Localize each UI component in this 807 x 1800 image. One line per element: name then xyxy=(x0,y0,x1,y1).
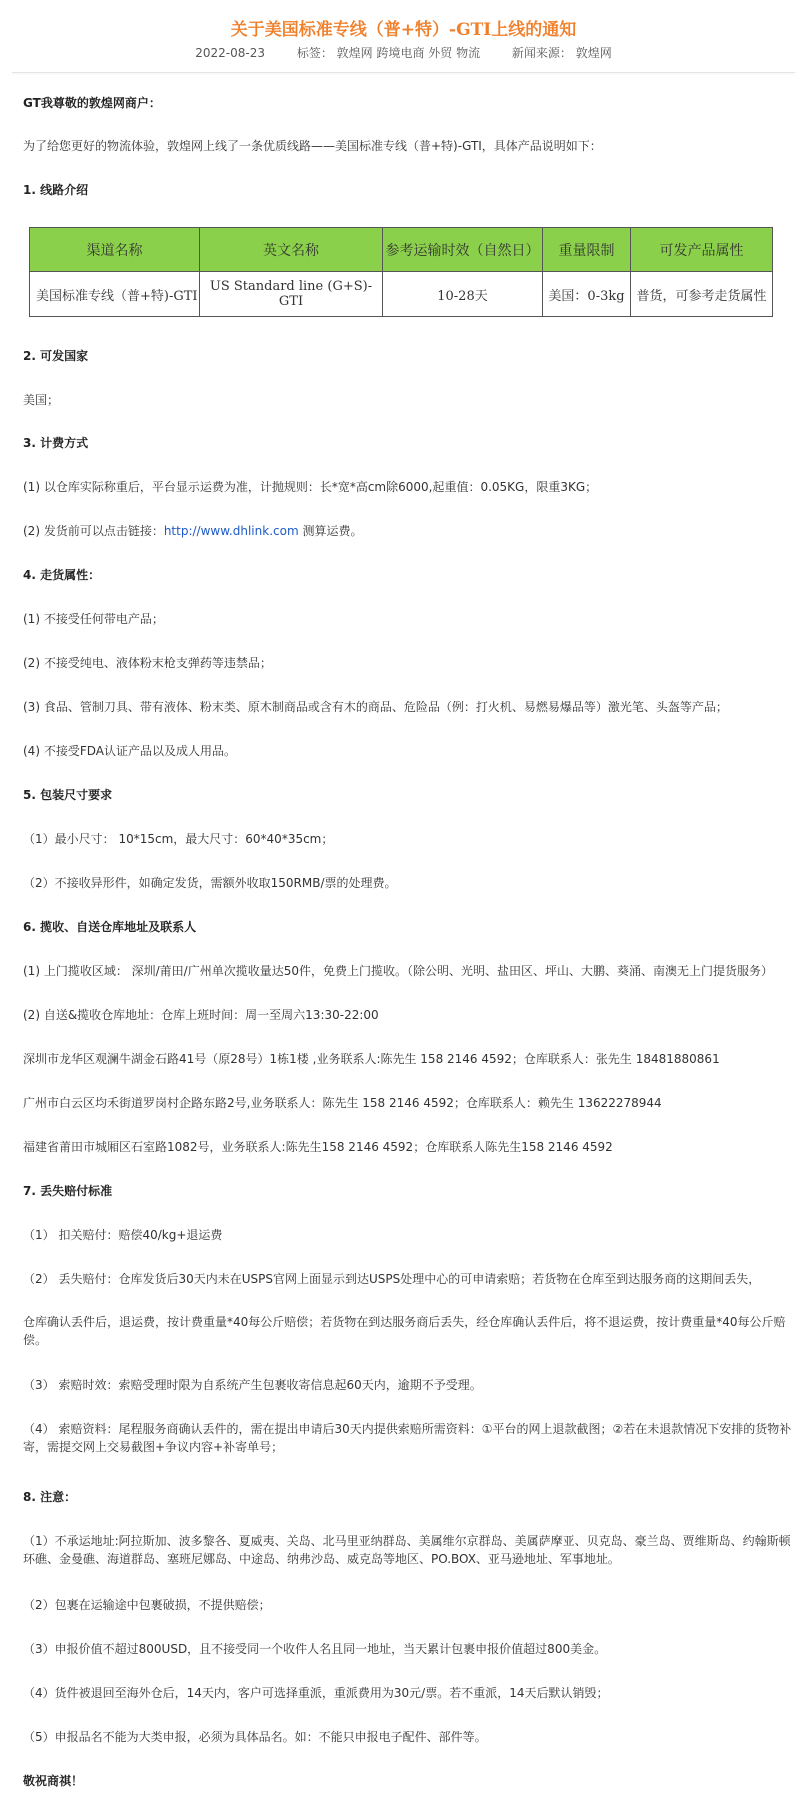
route-table xyxy=(29,227,773,317)
table-header: 参考运输时效（自然日） xyxy=(383,228,543,272)
section-8-p4: （4）货件被退回至海外仓后，14天内，客户可选择重派，重派费用为30元/票。若不重派，14天后默认销毁； xyxy=(23,1686,609,1700)
table-cell: 10-28天 xyxy=(383,272,543,317)
section-3-p2-after: 测算运费。 xyxy=(298,524,363,538)
page-title: 关于美国标准专线（普+特）-GTI上线的通知 xyxy=(230,20,577,40)
table-header: 渠道名称 xyxy=(30,228,200,272)
greeting: GT我尊敬的敦煌网商户： xyxy=(23,96,161,110)
closing-text: 敬祝商祺！ xyxy=(23,1774,84,1788)
table-cell: US Standard line (G+S)-GTI xyxy=(200,272,383,317)
section-5-p1: （1）最小尺寸： 10*15cm，最大尺寸：60*40*35cm； xyxy=(23,832,334,846)
route-table-wrap xyxy=(23,227,773,317)
article-tags: 标签： 敦煌网 跨境电商 外贸 物流 xyxy=(296,46,481,60)
dhlink-link[interactable]: http://www.dhlink.com xyxy=(163,524,299,538)
section-7-title: 7. 丢失赔付标准 xyxy=(23,1184,113,1198)
section-1-title: 1. 线路介绍 xyxy=(23,183,89,197)
section-7-p2: （2） 丢失赔付：仓库发货后30天内未在USPS官网上面显示到达USPS处理中心的可申请索赔；若货物在仓库至到达服务商的这期间丢失， xyxy=(23,1272,761,1286)
section-6-p3: 深圳市龙华区观澜牛湖金石路41号（原28号）1栋1楼 ,业务联系人:陈先生 158 2146 4592；仓库联系人：张先生 18481880861 xyxy=(23,1052,720,1066)
section-2-title: 2. 可发国家 xyxy=(23,349,89,363)
section-7-p1: （1） 扣关赔付：赔偿40/kg+退运费 xyxy=(23,1228,223,1242)
section-8-p5: （5）申报品名不能为大类申报，必须为具体品名。如：不能只申报电子配件、部件等。 xyxy=(23,1730,487,1744)
section-7-p3: 仓库确认丢件后，退运费，按计费重量*40每公斤赔偿；若货物在到达服务商后丢失，经仓库确认丢件后，将不退运费，按计费重量*40每公斤赔偿。 xyxy=(23,1315,786,1347)
section-8-p3: （3）申报价值不超过800USD，且不接受同一个收件人名且同一地址，当天累计包裹申报价值超过800美金。 xyxy=(23,1642,607,1656)
section-3-title: 3. 计费方式 xyxy=(23,436,89,450)
table-header: 可发产品属性 xyxy=(631,228,773,272)
intro-text: 为了给您更好的物流体验，敦煌网上线了一条优质线路——美国标准专线（普+特)-GTI，具体产品说明如下： xyxy=(23,139,602,153)
section-7-p5: （4） 索赔资料：尾程服务商确认丢件的，需在提出申请后30天内提供索赔所需资料：①平台的网上退款截图；②若在未退款情况下安排的货物补寄，需提交网上交易截图+争议内容+补寄单号； xyxy=(23,1422,792,1454)
table-cell: 普货，可参考走货属性 xyxy=(631,272,773,317)
section-6-title: 6. 揽收、自送仓库地址及联系人 xyxy=(23,920,197,934)
section-4-p3: (3) 食品、管制刀具、带有液体、粉末类、原木制商品或含有木的商品、危险品（例：打火机、易燃易爆品等）激光笔、头盔等产品； xyxy=(23,700,728,714)
table-cell: 美国标准专线（普+特)-GTI xyxy=(30,272,200,317)
section-6-p4: 广州市白云区均禾街道罗岗村企路东路2号,业务联系人：陈先生 158 2146 4592；仓库联系人：赖先生 13622278944 xyxy=(23,1096,662,1110)
section-8-title: 8. 注意： xyxy=(23,1490,77,1504)
table-header: 英文名称 xyxy=(200,228,383,272)
header-divider xyxy=(12,72,795,73)
section-5-p2: （2）不接收异形件，如确定发货，需额外收取150RMB/票的处理费。 xyxy=(23,876,397,890)
table-header-row xyxy=(30,228,773,272)
table-cell: 美国：0-3kg xyxy=(543,272,631,317)
article-meta xyxy=(0,42,807,64)
section-5-title: 5. 包装尺寸要求 xyxy=(23,788,113,802)
section-4-p1: (1) 不接受任何带电产品； xyxy=(23,612,164,626)
section-4-p4: (4) 不接受FDA认证产品以及成人用品。 xyxy=(23,744,236,758)
section-2-text: 美国； xyxy=(23,393,60,407)
section-3-p1: (1) 以仓库实际称重后，平台显示运费为准，计抛规则：长*宽*高cm除6000,起重值：0.05KG，限重3KG； xyxy=(23,480,598,494)
news-source: 新闻来源： 敦煌网 xyxy=(511,46,612,60)
table-row xyxy=(30,272,773,317)
section-4-title: 4. 走货属性： xyxy=(23,568,101,582)
section-8-p2: （2）包裹在运输途中包裹破损，不提供赔偿； xyxy=(23,1598,271,1612)
publish-date: 2022-08-23 xyxy=(195,46,265,60)
section-4-p2: (2) 不接受纯电、液体粉末枪支弹药等违禁品； xyxy=(23,656,272,670)
section-7-p4: （3） 索赔时效：索赔受理时限为自系统产生包裹收寄信息起60天内，逾期不予受理。 xyxy=(23,1378,482,1392)
table-header: 重量限制 xyxy=(543,228,631,272)
section-6-p5: 福建省莆田市城厢区石室路1082号，业务联系人:陈先生158 2146 4592；仓库联系人陈先生158 2146 4592 xyxy=(23,1140,613,1154)
section-6-p2: (2) 自送&揽收仓库地址：仓库上班时间：周一至周六13:30-22:00 xyxy=(23,1008,379,1022)
section-8-p1: （1）不承运地址:阿拉斯加、波多黎各、夏威夷、关岛、北马里亚纳群岛、美属维尔京群岛、美属萨摩亚、贝克岛、豪兰岛、贾维斯岛、约翰斯顿环礁、金曼礁、海道群岛、塞班尼娜岛、中途岛、纳弗沙岛、威克岛等地区、PO.BOX、亚马逊地址、军事地址。 xyxy=(23,1534,791,1566)
section-6-p1: (1) 上门揽收区域： 深圳/莆田/广州单次揽收量达50件，免费上门揽收。（除公明、光明、盐田区、坪山、大鹏、葵涌、南澳无上门提货服务） xyxy=(23,964,773,978)
section-3-p2 xyxy=(23,522,362,540)
section-3-p2-before: (2) 发货前可以点击链接： xyxy=(23,524,164,538)
